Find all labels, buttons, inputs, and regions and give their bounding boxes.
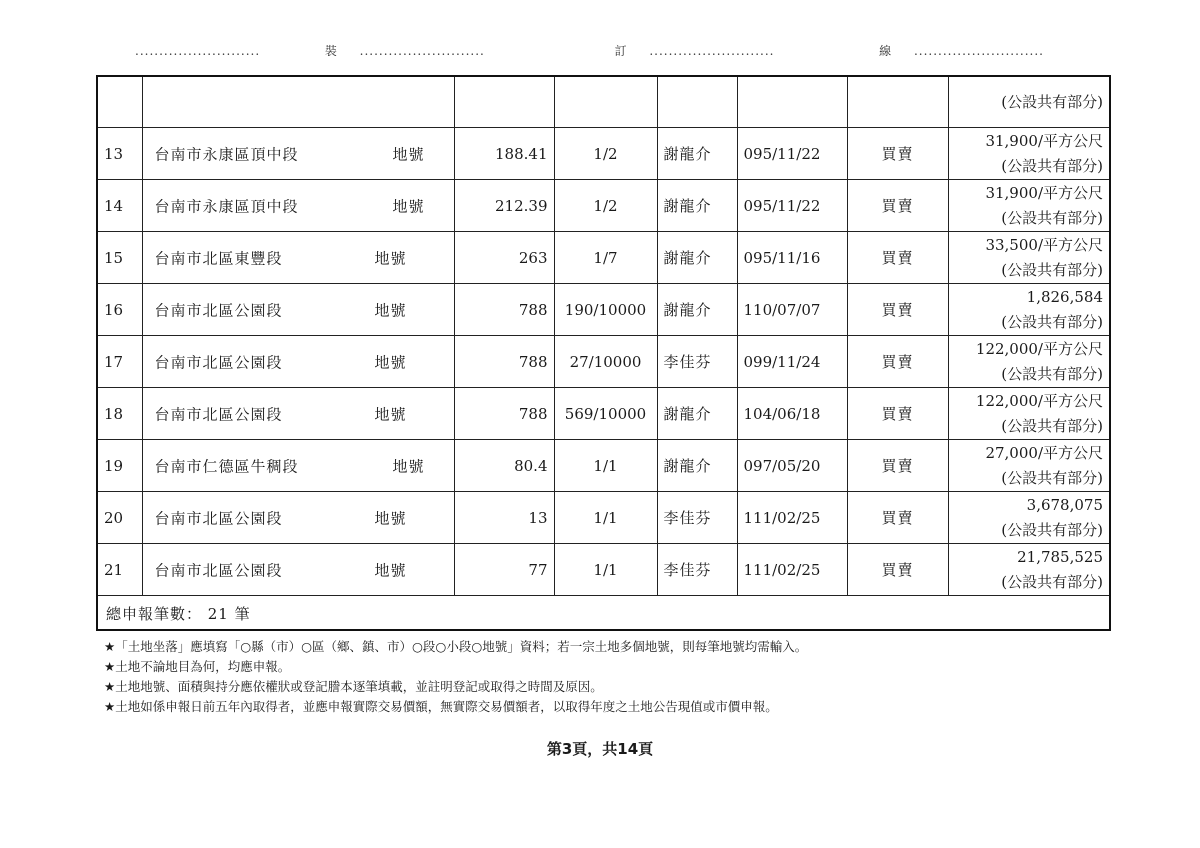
- acquisition-cause: 買賣: [847, 336, 948, 388]
- land-section: 台南市仁德區牛稠段: [154, 457, 299, 475]
- row-number: 21: [98, 544, 142, 596]
- row-number: 17: [98, 336, 142, 388]
- acquisition-cause: 買賣: [847, 440, 948, 492]
- land-location: [142, 128, 454, 180]
- owner-name: [657, 77, 737, 128]
- land-lot: 地號: [374, 405, 407, 423]
- land-lot: 地號: [374, 249, 407, 267]
- land-location: [142, 77, 454, 128]
- acquisition-cause: 買賣: [847, 232, 948, 284]
- acquisition-price: [948, 544, 1109, 596]
- acquisition-date: 099/11/24: [737, 336, 847, 388]
- row-number: 13: [98, 128, 142, 180]
- land-area: 263: [454, 232, 554, 284]
- land-location: [142, 180, 454, 232]
- land-area: 788: [454, 336, 554, 388]
- binding-mark-zhuang: 裝: [324, 44, 338, 56]
- row-number: 16: [98, 284, 142, 336]
- note-item: ★「土地坐落」應填寫「○縣（市）○區（鄉、鎮、市）○段○小段○地號」資料；若一宗土地多個地號，則每筆地號均需輸入。: [104, 639, 808, 654]
- acquisition-date: 095/11/16: [737, 232, 847, 284]
- land-location: [142, 284, 454, 336]
- land-area: 13: [454, 492, 554, 544]
- acquisition-price: [948, 77, 1109, 128]
- ownership-share: 1/1: [554, 544, 657, 596]
- land-area: 212.39: [454, 180, 554, 232]
- table-row: [98, 128, 1109, 180]
- price-line: (公設共有部分): [1001, 312, 1103, 331]
- notes: [104, 637, 807, 717]
- acquisition-price: [948, 128, 1109, 180]
- price-line: 31,900/平方公尺: [985, 131, 1103, 150]
- ownership-share: 1/2: [554, 180, 657, 232]
- binding-dots: ...........................: [913, 44, 1044, 56]
- owner-name: 謝龍介: [657, 232, 737, 284]
- note-item: ★土地如係申報日前五年內取得者，並應申報實際交易價額，無實際交易價額者，以取得年度之土地公告現值或市價申報。: [104, 699, 778, 714]
- land-section: 台南市北區東豐段: [154, 249, 283, 267]
- owner-name: 李佳芬: [657, 544, 737, 596]
- row-number: 15: [98, 232, 142, 284]
- acquisition-date: 097/05/20: [737, 440, 847, 492]
- acquisition-date: 104/06/18: [737, 388, 847, 440]
- ownership-share: 569/10000: [554, 388, 657, 440]
- land-area: 80.4: [454, 440, 554, 492]
- price-line: 31,900/平方公尺: [985, 183, 1103, 202]
- land-lot: 地號: [374, 509, 407, 527]
- table-row: [98, 492, 1109, 544]
- land-section: 台南市永康區頂中段: [154, 145, 299, 163]
- land-area: 788: [454, 388, 554, 440]
- acquisition-price: [948, 284, 1109, 336]
- acquisition-cause: 買賣: [847, 128, 948, 180]
- ownership-share: 1/1: [554, 440, 657, 492]
- price-line: (公設共有部分): [1001, 156, 1103, 175]
- price-line: (公設共有部分): [1001, 260, 1103, 279]
- table-row: [98, 284, 1109, 336]
- price-line: 27,000/平方公尺: [985, 443, 1103, 462]
- acquisition-cause: 買賣: [847, 544, 948, 596]
- ownership-share: 1/7: [554, 232, 657, 284]
- acquisition-date: 095/11/22: [737, 128, 847, 180]
- land-section: 台南市永康區頂中段: [154, 197, 299, 215]
- acquisition-price: [948, 232, 1109, 284]
- acquisition-cause: 買賣: [847, 180, 948, 232]
- land-lot: 地號: [392, 457, 425, 475]
- table-row: [98, 180, 1109, 232]
- owner-name: 李佳芬: [657, 336, 737, 388]
- acquisition-price: [948, 492, 1109, 544]
- price-line: (公設共有部分): [1001, 520, 1103, 539]
- owner-name: 謝龍介: [657, 440, 737, 492]
- acquisition-cause: 買賣: [847, 284, 948, 336]
- row-number: 19: [98, 440, 142, 492]
- acquisition-price: [948, 388, 1109, 440]
- price-line: 122,000/平方公尺: [975, 339, 1103, 358]
- price-line: (公設共有部分): [1001, 468, 1103, 487]
- ownership-share: [554, 77, 657, 128]
- acquisition-date: 111/02/25: [737, 544, 847, 596]
- acquisition-cause: [847, 77, 948, 128]
- land-lot: 地號: [374, 561, 407, 579]
- land-area: 188.41: [454, 128, 554, 180]
- table-row: [98, 232, 1109, 284]
- acquisition-cause: 買賣: [847, 492, 948, 544]
- note-item: ★土地不論地目為何，均應申報。: [104, 659, 291, 674]
- table-row: [98, 388, 1109, 440]
- ownership-share: 190/10000: [554, 284, 657, 336]
- land-area: 77: [454, 544, 554, 596]
- binding-line: [135, 42, 1065, 56]
- land-section: 台南市北區公園段: [154, 509, 283, 527]
- land-section: 台南市北區公園段: [154, 405, 283, 423]
- price-line: 3,678,075: [1026, 495, 1103, 514]
- price-line: (公設共有部分): [1001, 572, 1103, 591]
- acquisition-date: [737, 77, 847, 128]
- price-line: 33,500/平方公尺: [985, 235, 1103, 254]
- binding-dots: ..........................: [135, 44, 261, 56]
- price-line: 21,785,525: [1017, 547, 1103, 566]
- total-count: 總申報筆數： 21 筆: [106, 605, 251, 623]
- price-line: 122,000/平方公尺: [975, 391, 1103, 410]
- acquisition-price: [948, 336, 1109, 388]
- binding-mark-ding: 訂: [614, 44, 628, 56]
- ownership-share: 1/2: [554, 128, 657, 180]
- land-lot: 地號: [374, 301, 407, 319]
- acquisition-price: [948, 180, 1109, 232]
- owner-name: 謝龍介: [657, 180, 737, 232]
- land-section: 台南市北區公園段: [154, 353, 283, 371]
- row-number: 14: [98, 180, 142, 232]
- price-line: (公設共有部分): [1001, 208, 1103, 227]
- owner-name: 謝龍介: [657, 284, 737, 336]
- ownership-share: 27/10000: [554, 336, 657, 388]
- land-lot: 地號: [392, 145, 425, 163]
- land-location: [142, 388, 454, 440]
- land-lot: 地號: [374, 353, 407, 371]
- land-area: [454, 77, 554, 128]
- price-line: (公設共有部分): [1001, 416, 1103, 435]
- table-row: [98, 544, 1109, 596]
- acquisition-price: [948, 440, 1109, 492]
- price-line: (公設共有部分): [1001, 92, 1103, 111]
- price-line: (公設共有部分): [1001, 364, 1103, 383]
- land-location: [142, 544, 454, 596]
- row-number: 20: [98, 492, 142, 544]
- table-row: [98, 440, 1109, 492]
- owner-name: 李佳芬: [657, 492, 737, 544]
- page-number: 第3頁，共14頁: [546, 740, 654, 758]
- acquisition-cause: 買賣: [847, 388, 948, 440]
- binding-dots: ..........................: [649, 44, 775, 56]
- land-location: [142, 492, 454, 544]
- owner-name: 謝龍介: [657, 388, 737, 440]
- owner-name: 謝龍介: [657, 128, 737, 180]
- table-row: [98, 77, 1109, 128]
- land-table: [98, 77, 1109, 596]
- price-line: 1,826,584: [1026, 287, 1103, 306]
- binding-dots: ..........................: [359, 44, 485, 56]
- land-lot: 地號: [392, 197, 425, 215]
- land-location: [142, 440, 454, 492]
- note-item: ★土地地號、面積與持分應依權狀或登記謄本逐筆填載，並註明登記或取得之時間及原因。: [104, 679, 603, 694]
- acquisition-date: 095/11/22: [737, 180, 847, 232]
- ownership-share: 1/1: [554, 492, 657, 544]
- binding-mark-xian: 線: [879, 44, 893, 56]
- land-section: 台南市北區公園段: [154, 561, 283, 579]
- table-row: [98, 336, 1109, 388]
- row-number: 18: [98, 388, 142, 440]
- land-area: 788: [454, 284, 554, 336]
- land-table-frame: [96, 75, 1111, 631]
- acquisition-date: 110/07/07: [737, 284, 847, 336]
- acquisition-date: 111/02/25: [737, 492, 847, 544]
- row-number: [98, 77, 142, 128]
- land-location: [142, 336, 454, 388]
- land-location: [142, 232, 454, 284]
- land-section: 台南市北區公園段: [154, 301, 283, 319]
